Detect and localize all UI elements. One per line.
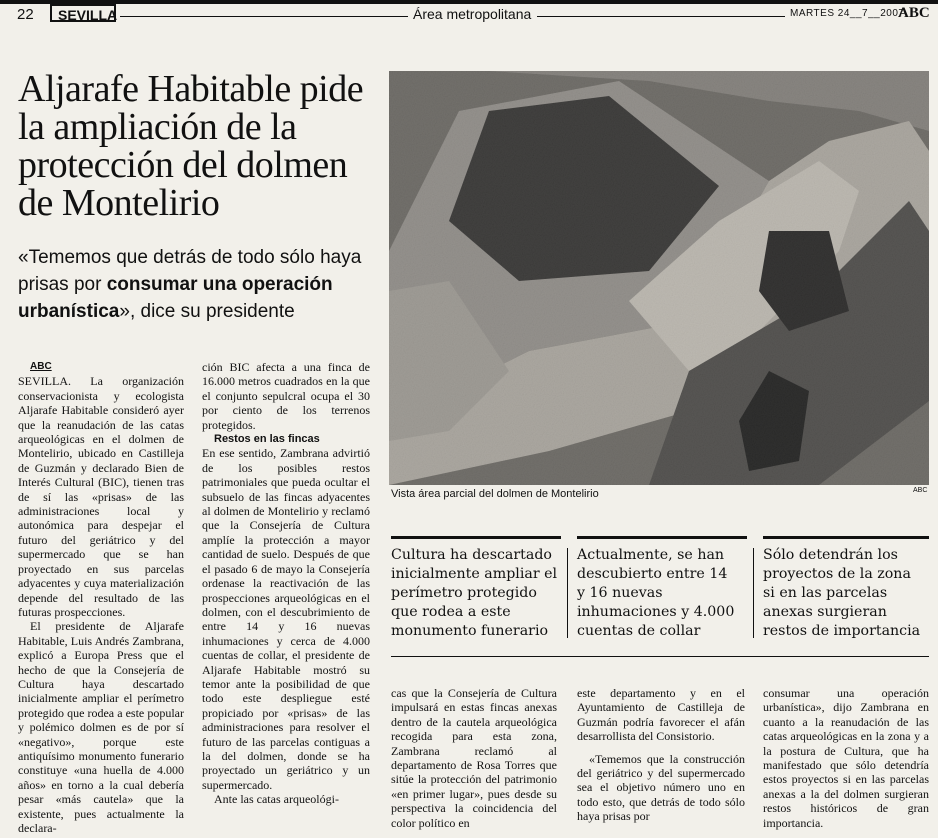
pullquote-text: Actualmente, se han descubierto entre 14 y 16 nuevas inhumaciones y 4.000 cuentas de collar xyxy=(577,547,735,639)
dolmen-photo xyxy=(389,71,929,485)
byline: ABC xyxy=(30,361,52,372)
paragraph: ción BIC afecta a una finca de 16.000 metros cuadrados en la que el conjunto sepulcral ocupa el 30 por ciento de los terrenos protegidos. xyxy=(202,360,370,432)
article-column-4 xyxy=(577,686,745,824)
subhead-bold: consumar una operación urbanística xyxy=(18,274,333,322)
paragraph: Ante las catas arqueológi- xyxy=(214,792,339,807)
pullquote-2 xyxy=(577,536,747,639)
article-column-2 xyxy=(202,360,370,807)
pullquote-1 xyxy=(391,536,561,639)
pullquote-divider xyxy=(753,548,754,638)
paragraph: En ese sentido, Zambrana advirtió de los posibles restos patrimoniales que pueda ocultar el subsuelo de las fincas adyacentes al dolmen de Montelirio y reclamó que la Consejería de Cultura amplíe la protección a mayor cantidad de suelo. Después de que el pasado 6 de mayo la Consejería ordenase la reactivación de las prospecciones arqueológicas en el dolmen, con el descubrimiento de entre 14 y 16 nuevas inhumaciones y cerca de 4.000 cuentas de collar, el presidente de Aljarafe Habitable mostró su temor ante la posibilidad de que todo este despliegue esté propiciado por «prisas» de las administraciones para resolver el futuro de las parcelas contiguas a la del dolmen, donde se ha proyectado un geriátrico y un supermercado. xyxy=(202,446,370,792)
section-area: Área metropolitana xyxy=(413,6,532,22)
dolmen-aerial-image xyxy=(389,71,929,485)
headline: Aljarafe Habitable pide la ampliación de la protección del dolmen de Montelirio xyxy=(18,68,364,224)
pullquote-divider xyxy=(567,548,568,638)
section-label: SEVILLA xyxy=(50,4,116,22)
paragraph: SEVILLA. La organización conservacionista y ecologista Aljarafe Habitable consideró ayer que la reanudación de las catas arqueológicas en el dolmen de Montelirio, ubicado en Castilleja de Guzmán y declarado Bien de Interés Cultural (BIC), tienen tras de sí las «prisas» de las administraciones local y autonómica para despejar el futuro del geriátrico y del supermercado que se han proyectado en sus parcelas adyacentes y cuya materialización depende del resultado de las futuras prospecciones. xyxy=(18,374,184,619)
paragraph: este departamento y en el Ayuntamiento de Castilleja de Guzmán podría favorecer el afán desarrollista del Consistorio. xyxy=(577,686,745,744)
pullquote-3 xyxy=(763,536,929,639)
page-number: 22 xyxy=(17,6,34,23)
photo-caption: Vista área parcial del dolmen de Montelirio xyxy=(391,488,599,500)
pullquote-rule xyxy=(577,536,747,539)
header-rule-left xyxy=(120,16,408,17)
pullquote-rule xyxy=(763,536,929,539)
subhead-text-2: », dice su presidente xyxy=(119,301,295,322)
issue-date: MARTES 24__7__2007 xyxy=(790,8,905,19)
article-column-3 xyxy=(391,686,557,830)
header-rule-right xyxy=(537,16,785,17)
section-subtitle: Restos en las fincas xyxy=(214,433,320,446)
pullquote-text: Sólo detendrán los proyectos de la zona si en las parcelas anexas surgieran restos de importancia xyxy=(763,547,921,639)
pullquote-text: Cultura ha descartado inicialmente ampliar el perímetro protegido que rodea a este monumento funerario xyxy=(391,547,558,639)
brand-logo: ABC xyxy=(898,5,930,21)
paragraph: cas que la Consejería de Cultura impulsará en estas fincas anexas dentro de la cautela arqueológica recogida para esta zona, Zambrana reclamó al departamento de Rosa Torres que sitúe la protección del patrimonio «en primer lugar», pues desde su perspectiva la coincidencia del color político en xyxy=(391,686,557,830)
paragraph: El presidente de Aljarafe Habitable, Luis Andrés Zambrana, explicó a Europa Press que el hecho de que la Consejería de Cultura haya descartado inicialmente ampliar el perímetro protegido que rodea a este popular y polémico dolmen es de por sí «negativo», porque este antiquísimo monumento funerario constituye «una huella de 4.000 años» en torno a la cual debería pesar «más cautela» que la existente, pues actualmente la declara- xyxy=(18,619,184,835)
article-column-1 xyxy=(18,360,184,835)
article-column-5 xyxy=(763,686,929,830)
pullquote-rule xyxy=(391,536,561,539)
paragraph: consumar una operación urbanística», dijo Zambrana en cuanto a la reanudación de las catas arqueológicas en la zona y a la postura de Cultura, que ha manifestado que sólo detendría estos proyectos si en las parcelas anexas a la del dolmen surgieran restos históricos de gran importancia. xyxy=(763,686,929,830)
subheadline xyxy=(18,244,383,325)
paragraph: «Tememos que la construcción del geriátrico y del supermercado sea el objetivo número uno en todo esto, que detrás de todo sólo haya prisas por xyxy=(577,751,745,824)
pullquote-bottom-rule xyxy=(391,656,929,657)
top-rule xyxy=(0,0,938,4)
photo-credit: ABC xyxy=(913,487,928,494)
subhead-text-1: «Tememos que detrás de todo sólo haya prisas por xyxy=(18,247,362,295)
